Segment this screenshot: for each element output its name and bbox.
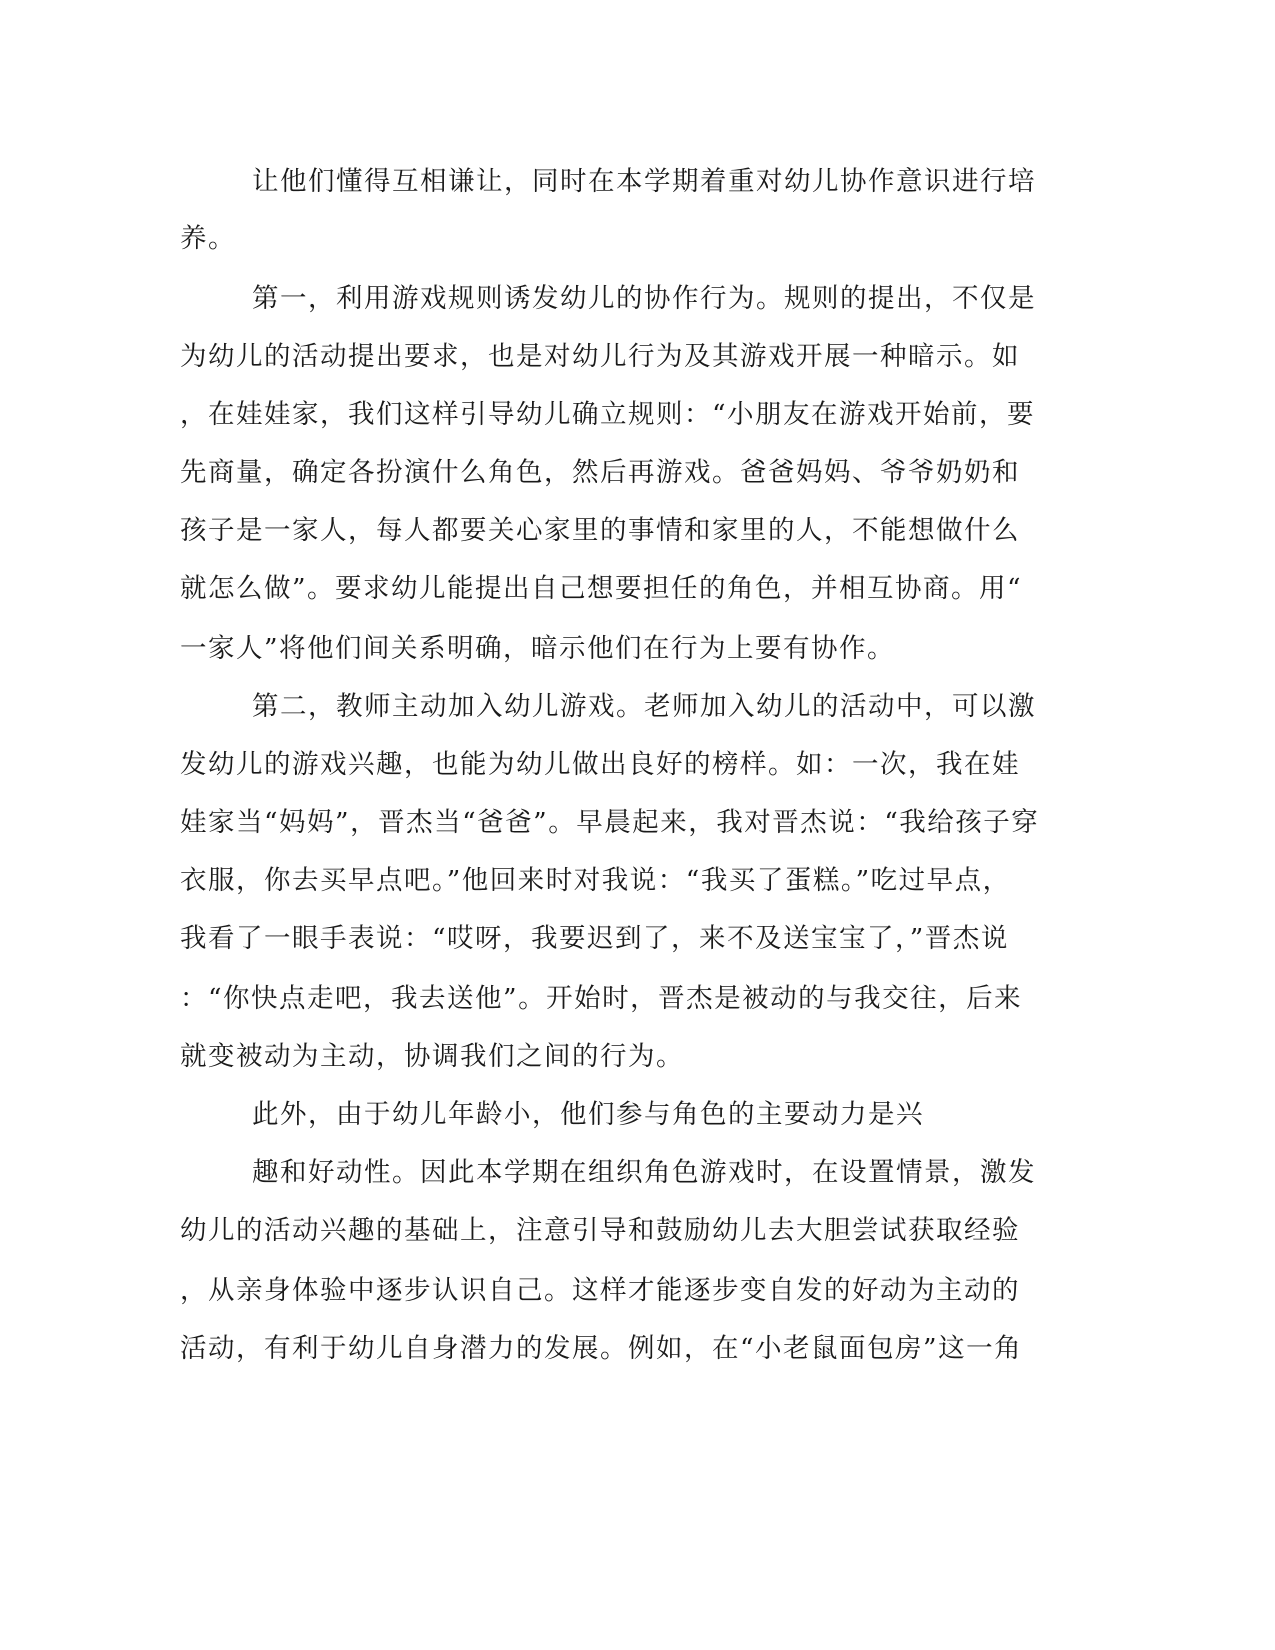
text-line-9: 一家人”将他们间关系明确，暗示他们在行为上要有协作。	[180, 633, 896, 664]
text-line-5: ，在娃娃家，我们这样引导幼儿确立规则：“小朋友在游戏开始前，要	[180, 399, 1036, 430]
text-line-8: 就怎么做”。要求幼儿能提出自己想要担任的角色，并相互协商。用“	[180, 573, 1023, 604]
text-line-11: 发幼儿的游戏兴趣，也能为幼儿做出良好的榜样。如：一次，我在娃	[180, 749, 1020, 780]
text-line-20: ，从亲身体验中逐步认识自己。这样才能逐步变自发的好动为主动的	[180, 1275, 1020, 1306]
text-line-21: 活动，有利于幼儿自身潜力的发展。例如，在“小老鼠面包房”这一角	[180, 1333, 1023, 1364]
text-line-18: 趣和好动性。因此本学期在组织角色游戏时，在设置情景，激发	[252, 1157, 1036, 1188]
text-line-17: 此外，由于幼儿年龄小，他们参与角色的主要动力是兴	[252, 1099, 924, 1130]
text-line-3: 第一，利用游戏规则诱发幼儿的协作行为。规则的提出，不仅是	[252, 283, 1036, 314]
text-line-1: 让他们懂得互相谦让，同时在本学期着重对幼儿协作意识进行培	[252, 166, 1036, 197]
text-line-2: 养。	[180, 223, 236, 254]
text-line-19: 幼儿的活动兴趣的基础上，注意引导和鼓励幼儿去大胆尝试获取经验	[180, 1215, 1020, 1246]
text-line-16: 就变被动为主动，协调我们之间的行为。	[180, 1041, 684, 1072]
text-line-7: 孩子是一家人，每人都要关心家里的事情和家里的人，不能想做什么	[180, 515, 1020, 546]
text-line-10: 第二，教师主动加入幼儿游戏。老师加入幼儿的活动中，可以激	[252, 691, 1036, 722]
text-line-4: 为幼儿的活动提出要求，也是对幼儿行为及其游戏开展一种暗示。如	[180, 341, 1020, 372]
text-line-12: 娃家当“妈妈”，晋杰当“爸爸”。早晨起来，我对晋杰说：“我给孩子穿	[180, 807, 1040, 838]
text-line-15: ：“你快点走吧，我去送他”。开始时，晋杰是被动的与我交往，后来	[180, 983, 1023, 1014]
text-line-13: 衣服，你去买早点吧。”他回来时对我说：“我买了蛋糕。”吃过早点，	[180, 865, 1011, 896]
text-line-6: 先商量，确定各扮演什么角色，然后再游戏。爸爸妈妈、爷爷奶奶和	[180, 457, 1020, 488]
text-line-14: 我看了一眼手表说：“哎呀，我要迟到了，来不及送宝宝了，”晋杰说	[180, 923, 1009, 954]
